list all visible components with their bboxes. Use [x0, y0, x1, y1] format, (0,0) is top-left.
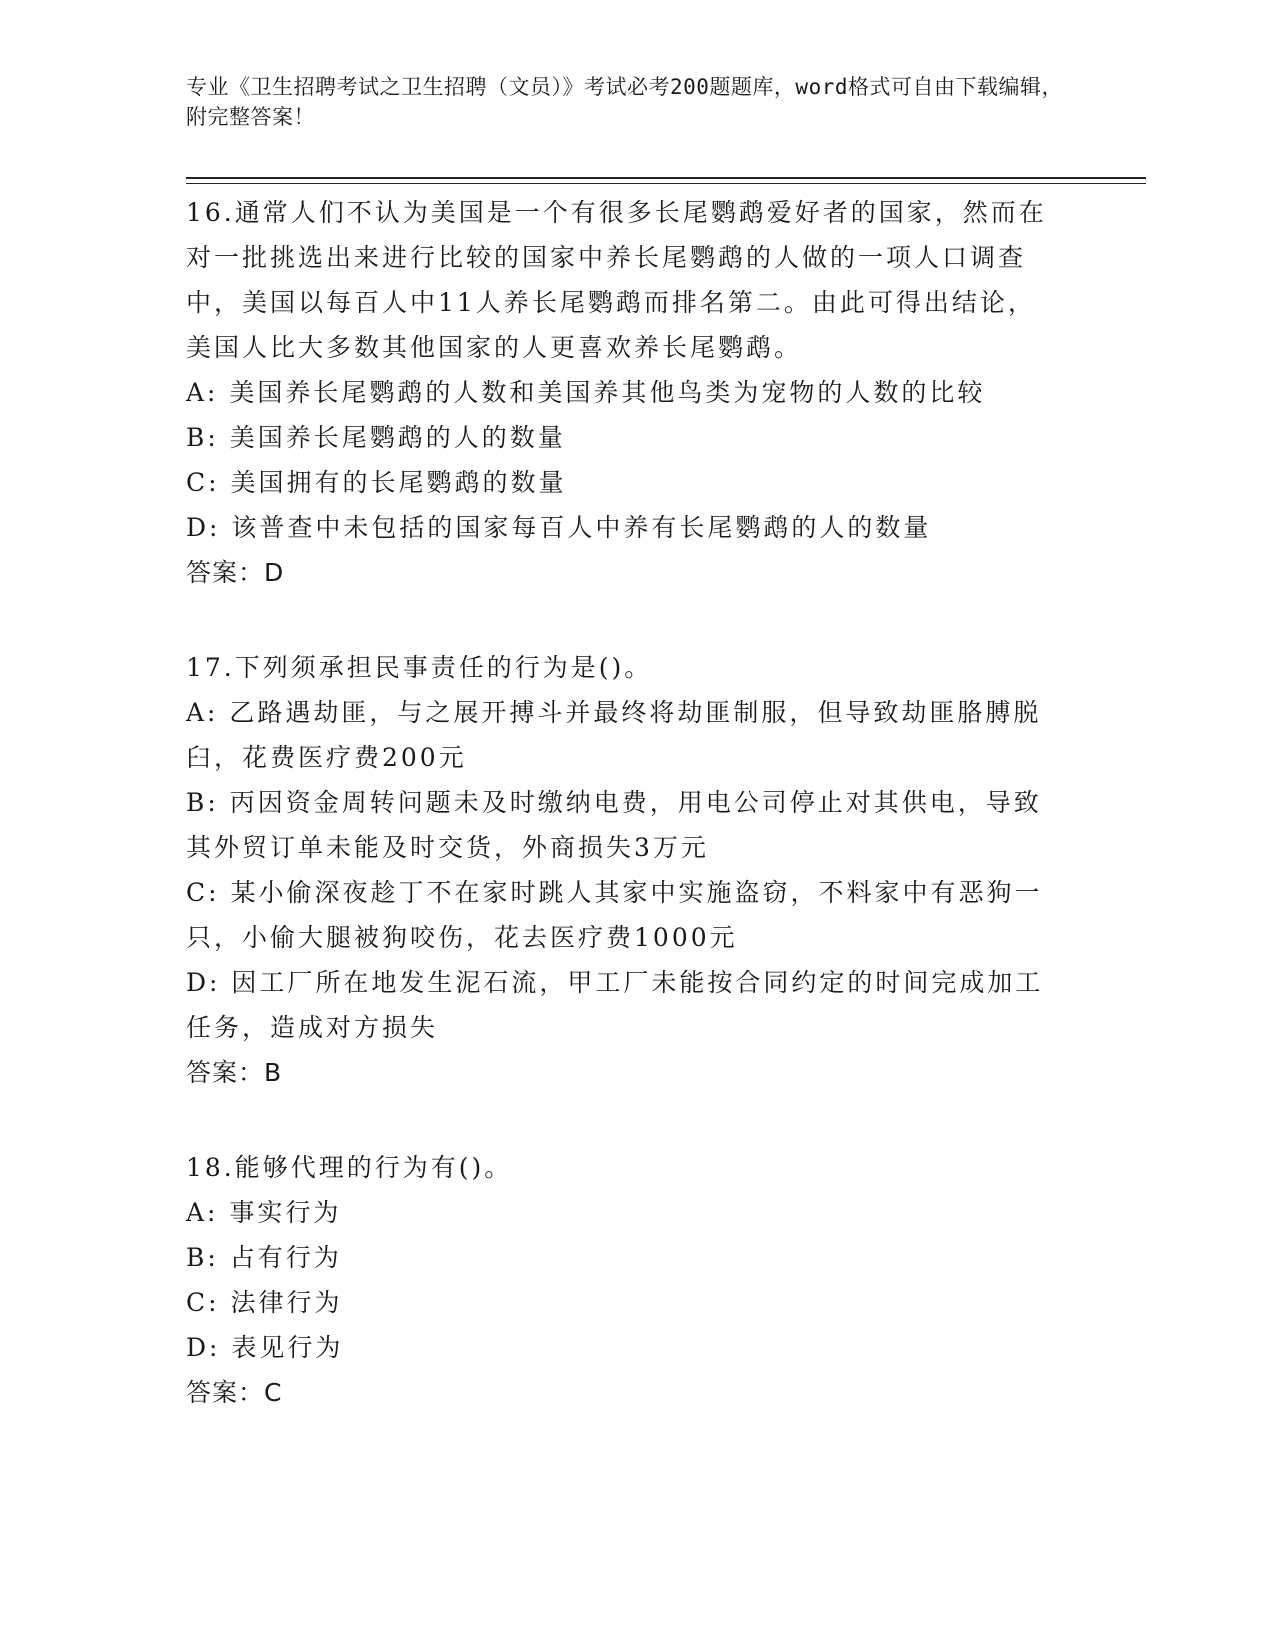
question-stem-line: 16.通常人们不认为美国是一个有很多长尾鹦鹉爱好者的国家，然而在	[186, 198, 1047, 227]
option-c	[186, 460, 1076, 505]
option-c	[186, 870, 1076, 960]
document-header	[186, 72, 1066, 132]
option-line: D: 因工厂所在地发生泥石流，甲工厂未能按合同约定的时间完成加工	[186, 968, 1044, 997]
header-divider-thick	[186, 177, 1146, 179]
question-stem-line: 17.下列须承担民事责任的行为是()。	[186, 653, 653, 682]
question-stem-line: 18.能够代理的行为有()。	[186, 1153, 513, 1182]
question-stem-line: 中，美国以每百人中11人养长尾鹦鹉而排名第二。由此可得出结论，	[186, 288, 1036, 317]
question-16	[186, 190, 1076, 595]
option-line: 只，小偷大腿被狗咬伤，花去医疗费1000元	[186, 923, 738, 952]
option-line: A: 事实行为	[186, 1198, 342, 1227]
option-line: 臼，花费医疗费200元	[186, 743, 467, 772]
option-line: C: 美国拥有的长尾鹦鹉的数量	[186, 468, 567, 497]
option-line: B: 丙因资金周转问题未及时缴纳电费，用电公司停止对其供电，导致	[186, 788, 1042, 817]
option-d	[186, 1325, 1076, 1370]
answer-line: 答案：C	[186, 1378, 283, 1407]
option-b	[186, 1235, 1076, 1280]
option-line: B: 美国养长尾鹦鹉的人的数量	[186, 423, 566, 452]
header-divider-thin	[186, 183, 1146, 184]
option-b	[186, 780, 1076, 870]
question-stem-line: 美国人比大多数其他国家的人更喜欢养长尾鹦鹉。	[186, 333, 803, 362]
question-stem-line: 对一批挑选出来进行比较的国家中养长尾鹦鹉的人做的一项人口调查	[186, 243, 1027, 272]
option-line: A: 乙路遇劫匪，与之展开搏斗并最终将劫匪制服，但导致劫匪胳膊脱	[186, 698, 1042, 727]
header-text: 专业《卫生招聘考试之卫生招聘（文员）》考试必考200题题库，word格式可自由下载编辑，附完整答案！	[186, 75, 1063, 129]
option-line: D: 该普查中未包括的国家每百人中养有长尾鹦鹉的人的数量	[186, 513, 932, 542]
option-d	[186, 960, 1076, 1050]
question-list	[186, 190, 1076, 1465]
answer-line: 答案：B	[186, 1058, 283, 1087]
option-line: A: 美国养长尾鹦鹉的人数和美国养其他鸟类为宠物的人数的比较	[186, 378, 986, 407]
option-c	[186, 1280, 1076, 1325]
option-line: 其外贸订单未能及时交货，外商损失3万元	[186, 833, 709, 862]
option-line: 任务，造成对方损失	[186, 1013, 439, 1042]
option-line: C: 某小偷深夜趁丁不在家时跳人其家中实施盗窃，不料家中有恶狗一	[186, 878, 1043, 907]
option-a	[186, 370, 1076, 415]
answer-line: 答案：D	[186, 558, 285, 587]
option-a	[186, 1190, 1076, 1235]
question-17	[186, 645, 1076, 1095]
option-line: D: 表见行为	[186, 1333, 344, 1362]
option-d	[186, 505, 1076, 550]
question-18	[186, 1145, 1076, 1415]
option-line: C: 法律行为	[186, 1288, 343, 1317]
option-a	[186, 690, 1076, 780]
option-b	[186, 415, 1076, 460]
option-line: B: 占有行为	[186, 1243, 342, 1272]
